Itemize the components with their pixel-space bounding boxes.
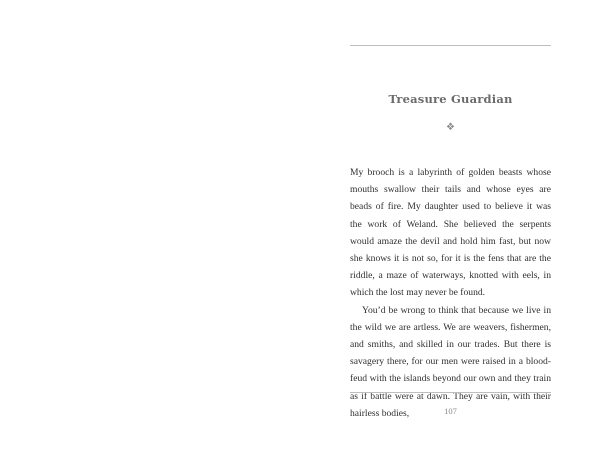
paragraph: My brooch is a labyrinth of golden beasts whose mouths swallow their tails and whose eyes are beads of fire. My daughter used to believe it was the work of Weland. She believed the serpents would amaze the devil and hold him fast, but now she knows it is not so, for it is the fens that are the riddle, a maze of waterways, knotted with eels, in which the lost may never be found.: [350, 167, 551, 299]
body-text: [350, 164, 551, 422]
chapter-title: Treasure Guardian: [388, 92, 513, 106]
bottom-rule: [350, 392, 551, 393]
right-page: [300, 0, 600, 450]
page-number: 107: [444, 406, 457, 416]
fleuron-ornament-icon: ❖: [446, 122, 455, 133]
paragraph: You’d be wrong to think that because we live in the wild we are artless. We are weavers, fishermen, and smiths, and skilled in our trades. But there is savagery there, for our men were raised in a blood-feud with the islands beyond our own and they train as if battle were at dawn. They are vain, with their hairless bodies,: [350, 304, 551, 419]
top-rule: [350, 45, 551, 46]
